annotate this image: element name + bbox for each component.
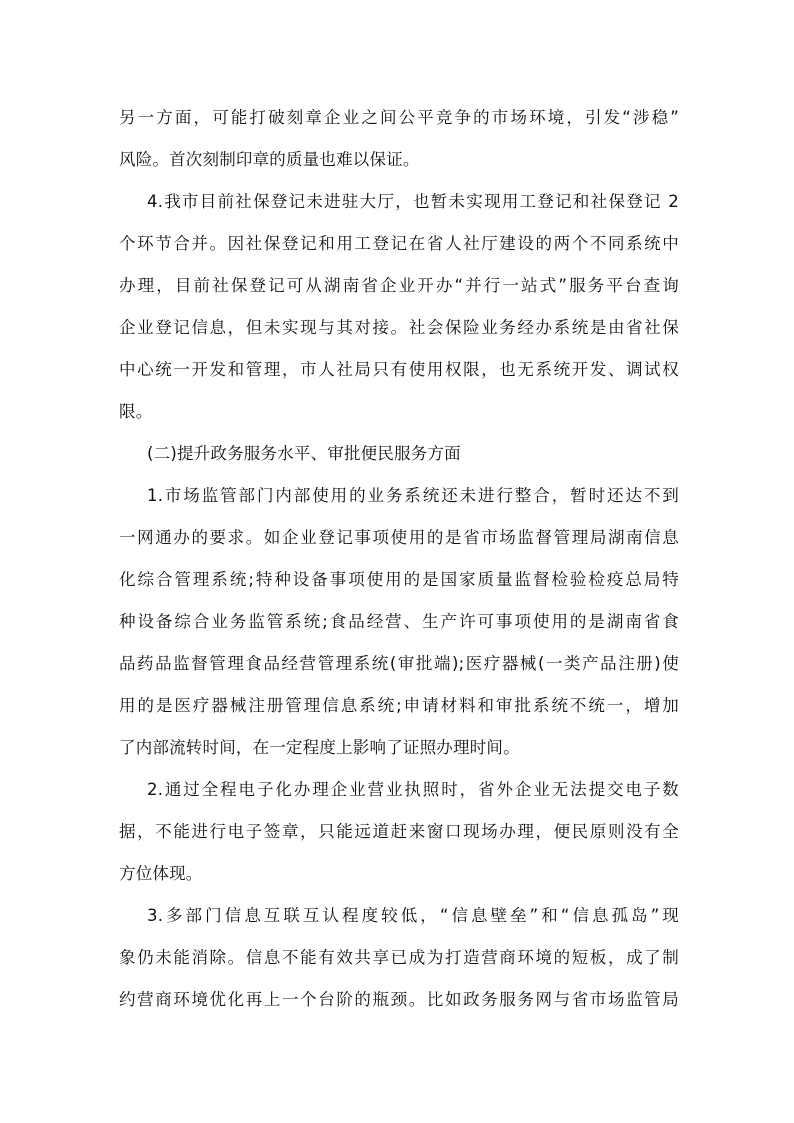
text-line: 了内部流转时间，在一定程度上影响了证照办理时间。: [119, 738, 520, 757]
section-heading: (二)提升政务服务水平、审批便民服务方面: [147, 444, 461, 463]
text-line: 方位体现。: [119, 864, 203, 883]
text-line: 另一方面，可能打破刻章企业之间公平竞争的市场环境，引发“涉稳”: [119, 108, 679, 127]
text-line: 办理，目前社保登记可从湖南省企业开办“并行一站式”服务平台查询: [119, 276, 679, 295]
text-line: 4.我市目前社保登记未进驻大厅，也暂未实现用工登记和社保登记 2: [147, 192, 679, 211]
text-line: 化综合管理系统;特种设备事项使用的是国家质量监督检验检疫总局特: [119, 570, 679, 589]
text-line: 品药品监督管理食品经营管理系统(审批端);医疗器械(一类产品注册)使: [119, 654, 679, 673]
text-line: 约营商环境优化再上一个台阶的瓶颈。比如政务服务网与省市场监管局: [119, 990, 679, 1009]
text-line: 1.市场监管部门内部使用的业务系统还未进行整合，暂时还达不到: [147, 486, 679, 505]
text-line: 据，不能进行电子签章，只能远道赶来窗口现场办理，便民原则没有全: [119, 822, 679, 841]
text-line: 2.通过全程电子化办理企业营业执照时，省外企业无法提交电子数: [147, 780, 679, 799]
text-line: 限。: [119, 402, 153, 421]
text-line: 象仍未能消除。信息不能有效共享已成为打造营商环境的短板，成了制: [119, 948, 679, 967]
text-line: 个环节合并。因社保登记和用工登记在省人社厅建设的两个不同系统中: [119, 234, 679, 253]
text-line: 风险。首次刻制印章的质量也难以保证。: [119, 150, 420, 169]
text-line: 3.多部门信息互联互认程度较低，“信息壁垒”和“信息孤岛”现: [147, 906, 679, 925]
text-line: 企业登记信息，但未实现与其对接。社会保险业务经办系统是由省社保: [119, 318, 679, 337]
text-line: 用的是医疗器械注册管理信息系统;申请材料和审批系统不统一，增加: [119, 696, 679, 715]
text-line: 一网通办的要求。如企业登记事项使用的是省市场监督管理局湖南信息: [119, 528, 679, 547]
text-line: 种设备综合业务监管系统;食品经营、生产许可事项使用的是湖南省食: [119, 612, 679, 631]
text-line: 中心统一开发和管理，市人社局只有使用权限，也无系统开发、调试权: [119, 360, 679, 379]
